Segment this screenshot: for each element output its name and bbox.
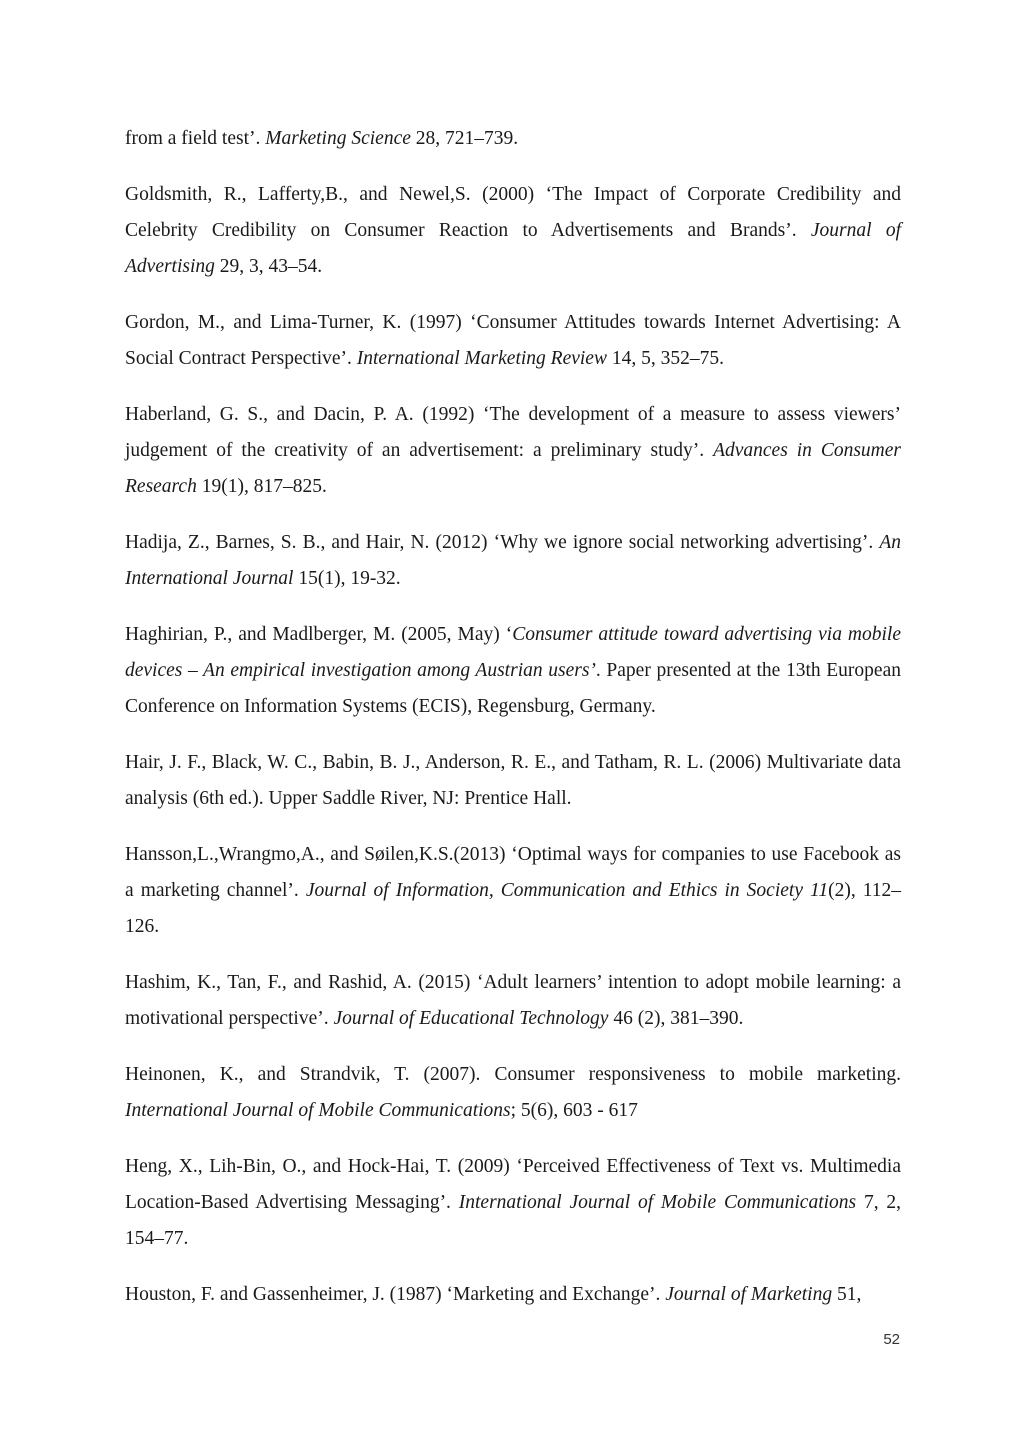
reference-italic-text: Consumer attitude toward advertising via mobile devices – An empirical investigation among Austrian users’: [125, 624, 901, 681]
reference-entry: [125, 837, 901, 945]
reference-italic-text: An International Journal: [125, 532, 901, 589]
reference-entry: [125, 397, 901, 505]
reference-text: Goldsmith, R., Lafferty,B., and Newel,S. (2000) ‘The Impact of Corporate Credibility and Celebrity Credibility on Consumer Reaction to Advertisements and Brands’.: [125, 184, 901, 241]
reference-entry: [125, 525, 901, 597]
reference-italic-text: Journal of Educational Technology: [333, 1008, 609, 1029]
reference-text: 46 (2), 381–390.: [608, 1008, 744, 1029]
reference-entry: [125, 177, 901, 285]
reference-text: 7, 2, 154–77.: [125, 1192, 902, 1249]
reference-italic-text: International Journal of Mobile Communications: [125, 1100, 511, 1121]
reference-text: Hair, J. F., Black, W. C., Babin, B. J., Anderson, R. E., and Tatham, R. L. (2006) Multivariate data analysis (6th ed.). Upper Saddle River, NJ: Prentice Hall.: [125, 752, 901, 809]
reference-entry: [125, 305, 901, 377]
reference-entry: [125, 617, 901, 725]
reference-text: (2), 112–126.: [125, 880, 902, 937]
reference-entry: [125, 1277, 901, 1313]
reference-entry: [125, 121, 901, 157]
reference-text: 51,: [832, 1284, 862, 1305]
reference-italic-text: Journal of Marketing: [665, 1284, 833, 1305]
reference-entry: [125, 745, 901, 817]
reference-entry: [125, 1149, 901, 1257]
reference-text: Heinonen, K., and Strandvik, T. (2007). Consumer responsiveness to mobile marketing.: [125, 1064, 901, 1085]
reference-text: Haghirian, P., and Madlberger, M. (2005, May) ‘: [125, 624, 513, 645]
reference-entry: [125, 1057, 901, 1129]
reference-text: 19(1), 817–825.: [196, 476, 327, 497]
reference-text: Houston, F. and Gassenheimer, J. (1987) ‘Marketing and Exchange’.: [125, 1284, 666, 1305]
reference-text: 28, 721–739.: [410, 128, 519, 149]
reference-text: ; 5(6), 603 - 617: [510, 1100, 638, 1121]
reference-text: . Paper presented at the 13th European Conference on Information Systems (ECIS), Regensburg, Germany.: [125, 660, 901, 717]
reference-text: Haberland, G. S., and Dacin, P. A. (1992) ‘The development of a measure to assess viewers’ judgement of the creativity of an advertisement: a preliminary study’.: [125, 404, 901, 461]
reference-italic-text: Journal of Information, Communication and Ethics in Society 11: [305, 880, 829, 901]
page-number: 52: [883, 1331, 900, 1348]
reference-text: from a field test’.: [125, 128, 266, 149]
reference-text: Hansson,L.,Wrangmo,A., and Søilen,K.S.(2013) ‘Optimal ways for companies to use Facebook as a marketing channel’.: [125, 844, 901, 901]
reference-italic-text: International Marketing Review: [356, 348, 607, 369]
reference-italic-text: International Journal of Mobile Communications: [458, 1192, 857, 1213]
reference-text: Heng, X., Lih-Bin, O., and Hock-Hai, T. (2009) ‘Perceived Effectiveness of Text vs. Multimedia Location-Based Advertising Messaging’.: [125, 1156, 901, 1213]
reference-text: Hadija, Z., Barnes, S. B., and Hair, N. (2012) ‘Why we ignore social networking advertising’.: [125, 532, 880, 553]
reference-italic-text: Marketing Science: [265, 128, 411, 149]
reference-text: 14, 5, 352–75.: [606, 348, 724, 369]
reference-text: 15(1), 19-32.: [293, 568, 401, 589]
reference-text: 29, 3, 43–54.: [214, 256, 323, 277]
reference-text: Hashim, K., Tan, F., and Rashid, A. (2015) ‘Adult learners’ intention to adopt mobile learning: a motivational perspective’.: [125, 972, 901, 1029]
reference-list: [125, 121, 901, 1333]
reference-entry: [125, 965, 901, 1037]
reference-italic-text: Advances in Consumer Research: [125, 440, 901, 497]
reference-text: Gordon, M., and Lima-Turner, K. (1997) ‘Consumer Attitudes towards Internet Advertising: A Social Contract Perspective’.: [125, 312, 901, 369]
reference-italic-text: Journal of Advertising: [125, 220, 901, 277]
